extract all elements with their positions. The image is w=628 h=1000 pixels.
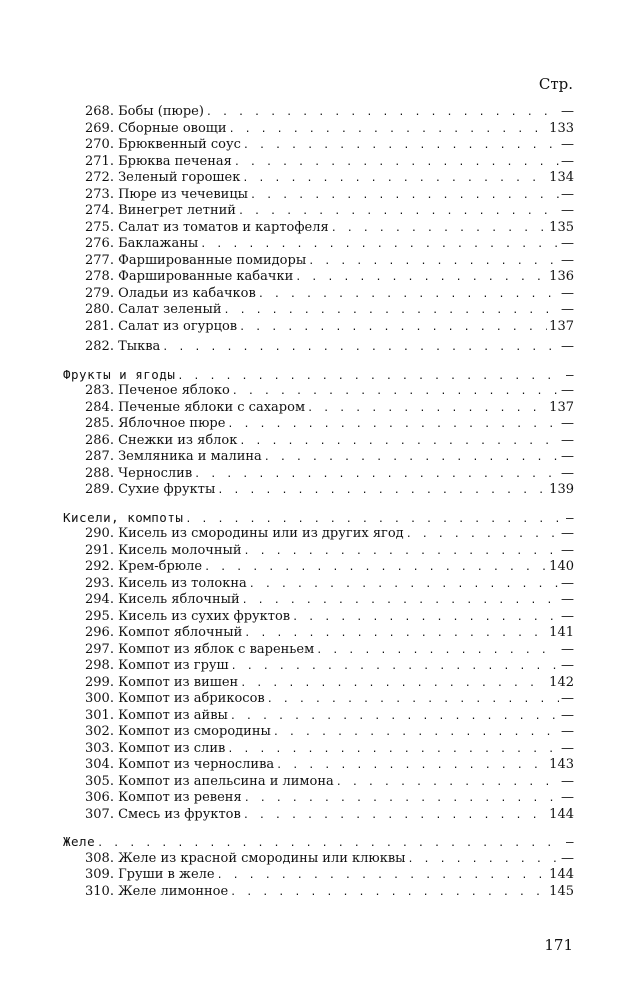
toc-entry bbox=[63, 757, 574, 774]
dot-leader bbox=[206, 105, 559, 122]
section-heading bbox=[63, 834, 574, 851]
toc-entry bbox=[63, 576, 574, 593]
dot-leader bbox=[292, 610, 559, 627]
entry-title: 297. Компот из яблок с вареньем bbox=[85, 641, 315, 657]
entry-title: 284. Печеные яблоки с сахаром bbox=[85, 399, 306, 415]
dot-leader bbox=[232, 384, 559, 401]
dot-leader bbox=[249, 577, 559, 594]
entry-title: 286. Снежки из яблок bbox=[85, 432, 238, 448]
dot-leader bbox=[258, 287, 559, 304]
entry-title: 285. Яблочное пюре bbox=[85, 416, 226, 431]
entry-page: — bbox=[561, 724, 574, 739]
entry-page: — bbox=[561, 592, 574, 607]
toc-entry bbox=[63, 104, 574, 121]
toc-entry bbox=[63, 543, 574, 560]
entry-page: — bbox=[561, 153, 574, 169]
entry-title: 305. Компот из апельсина и лимона bbox=[85, 773, 334, 789]
entry-page: — bbox=[561, 658, 574, 673]
toc-entry bbox=[63, 741, 574, 758]
dot-leader bbox=[217, 868, 548, 885]
entry-title: 290. Кисель из смородины или из других ягод bbox=[85, 526, 404, 541]
entry-title: 275. Салат из томатов и картофеля bbox=[85, 219, 329, 235]
entry-page: 136 bbox=[549, 269, 574, 284]
entry-page: — bbox=[561, 641, 574, 657]
section-heading bbox=[63, 510, 574, 527]
toc-entry bbox=[63, 466, 574, 483]
toc-entry bbox=[63, 433, 574, 450]
entry-title: 282. Тыква bbox=[85, 339, 161, 354]
entry-title: 303. Компот из слив bbox=[85, 740, 226, 756]
dot-leader bbox=[242, 171, 547, 188]
dot-leader bbox=[316, 643, 559, 660]
entry-title: 304. Компот из чернослива bbox=[85, 757, 275, 772]
toc-entry bbox=[63, 482, 574, 499]
entry-page: 134 bbox=[549, 170, 574, 185]
dot-leader bbox=[240, 676, 547, 693]
entry-title: 308. Желе из красной смородины или клюквы bbox=[85, 850, 406, 866]
toc-entry bbox=[63, 625, 574, 642]
entry-title: 278. Фаршированные кабачки bbox=[85, 269, 294, 284]
entry-page: 137 bbox=[549, 318, 574, 334]
entry-title: 271. Брюква печеная bbox=[85, 153, 232, 169]
dot-leader bbox=[307, 401, 547, 418]
toc-entry bbox=[63, 642, 574, 659]
entry-title: 287. Земляника и малина bbox=[85, 449, 262, 464]
entry-page: — bbox=[561, 416, 574, 431]
dot-leader bbox=[295, 270, 547, 287]
dot-leader bbox=[230, 885, 547, 902]
entry-page: 140 bbox=[549, 559, 574, 574]
toc-entry bbox=[63, 708, 574, 725]
entry-title: 309. Груши в желе bbox=[85, 867, 215, 882]
toc-entry bbox=[63, 526, 574, 543]
dot-leader bbox=[231, 659, 559, 676]
entry-page: — bbox=[561, 542, 574, 558]
toc-entry bbox=[63, 774, 574, 791]
entry-page: — bbox=[561, 252, 574, 268]
entry-page: — bbox=[561, 449, 574, 464]
entry-page: — bbox=[561, 186, 574, 202]
section-gap bbox=[63, 823, 574, 834]
dot-leader bbox=[273, 725, 559, 742]
entry-title: Желе bbox=[63, 834, 96, 849]
entry-title: Фрукты и ягоды bbox=[63, 366, 176, 382]
entry-page: — bbox=[565, 834, 574, 849]
entry-page: 135 bbox=[549, 219, 574, 235]
entry-page: 144 bbox=[549, 806, 574, 822]
entry-title: 276. Баклажаны bbox=[85, 236, 199, 251]
toc-entry bbox=[63, 253, 574, 270]
dot-leader bbox=[336, 775, 559, 792]
toc-entry bbox=[63, 220, 574, 237]
toc-entry bbox=[63, 319, 574, 336]
entry-title: 289. Сухие фрукты bbox=[85, 482, 216, 497]
toc-entry bbox=[63, 867, 574, 884]
entry-title: 280. Салат зеленый bbox=[85, 302, 222, 317]
toc-entry bbox=[63, 203, 574, 220]
entry-page: — bbox=[561, 707, 574, 723]
toc-entry bbox=[63, 691, 574, 708]
entry-title: 281. Салат из огурцов bbox=[85, 318, 238, 334]
entry-title: 306. Компот из ревеня bbox=[85, 790, 242, 805]
entry-title: 302. Компот из смородины bbox=[85, 724, 271, 739]
dot-leader bbox=[408, 852, 559, 869]
entry-page: — bbox=[561, 236, 574, 251]
toc-entry bbox=[63, 658, 574, 675]
entry-title: 295. Кисель из сухих фруктов bbox=[85, 608, 291, 624]
dot-leader bbox=[250, 188, 559, 205]
page-column-header: Стр. bbox=[538, 75, 573, 93]
entry-page: — bbox=[561, 526, 574, 541]
section-gap bbox=[63, 499, 574, 510]
dot-leader bbox=[406, 527, 559, 544]
entry-title: 298. Компот из груш bbox=[85, 658, 229, 673]
entry-title: 288. Чернослив bbox=[85, 465, 193, 481]
entry-title: 283. Печеное яблоко bbox=[85, 383, 230, 398]
toc-entry bbox=[63, 416, 574, 433]
entry-page: — bbox=[561, 339, 574, 354]
entry-title: 274. Винегрет летний bbox=[85, 203, 236, 218]
toc-entry bbox=[63, 137, 574, 154]
dot-leader bbox=[308, 254, 559, 271]
entry-page: 143 bbox=[549, 757, 574, 772]
toc-entry bbox=[63, 269, 574, 286]
dot-leader bbox=[331, 221, 547, 238]
entry-page: — bbox=[561, 432, 574, 448]
dot-leader bbox=[244, 791, 559, 808]
dot-leader bbox=[200, 237, 559, 254]
entry-page: — bbox=[561, 465, 574, 481]
entry-title: 310. Желе лимонное bbox=[85, 883, 229, 899]
dot-leader bbox=[243, 138, 559, 155]
entry-title: 294. Кисель яблочный bbox=[85, 592, 240, 607]
entry-title: 300. Компот из абрикосов bbox=[85, 691, 265, 706]
entry-title: 268. Бобы (пюре) bbox=[85, 104, 204, 119]
toc-entry bbox=[63, 187, 574, 204]
dot-leader bbox=[267, 692, 559, 709]
dot-leader bbox=[194, 467, 559, 484]
toc-entry bbox=[63, 675, 574, 692]
entry-page: — bbox=[561, 285, 574, 301]
entry-page: 145 bbox=[549, 883, 574, 899]
dot-leader bbox=[276, 758, 547, 775]
toc-entry bbox=[63, 400, 574, 417]
entry-title: 279. Оладьи из кабачков bbox=[85, 285, 256, 301]
dot-leader bbox=[229, 122, 548, 139]
dot-leader bbox=[162, 340, 559, 357]
entry-page: 144 bbox=[549, 867, 574, 882]
section-gap bbox=[63, 356, 574, 367]
dot-leader bbox=[238, 204, 559, 221]
toc-entry bbox=[63, 339, 574, 356]
dot-leader bbox=[244, 544, 559, 561]
toc-entry bbox=[63, 236, 574, 253]
toc-entry bbox=[63, 559, 574, 576]
entry-title: 307. Смесь из фруктов bbox=[85, 806, 241, 822]
entry-title: 293. Кисель из толокна bbox=[85, 575, 247, 591]
entry-page: — bbox=[561, 203, 574, 218]
entry-page: — bbox=[561, 383, 574, 398]
entry-title: 270. Брюквенный соус bbox=[85, 137, 241, 152]
toc-entry bbox=[63, 383, 574, 400]
dot-leader bbox=[239, 434, 559, 451]
toc-entry bbox=[63, 807, 574, 824]
toc-entry bbox=[63, 121, 574, 138]
entry-page: — bbox=[561, 740, 574, 756]
page-number: 171 bbox=[544, 936, 573, 954]
toc-entry bbox=[63, 592, 574, 609]
entry-page: 133 bbox=[549, 120, 574, 136]
dot-leader bbox=[242, 593, 559, 610]
entry-page: 139 bbox=[549, 482, 574, 497]
toc-entry bbox=[63, 449, 574, 466]
entry-title: 299. Компот из вишен bbox=[85, 674, 239, 690]
entry-page: — bbox=[561, 137, 574, 152]
toc-entry bbox=[63, 154, 574, 171]
toc-entry bbox=[63, 609, 574, 626]
table-of-contents bbox=[63, 104, 574, 900]
dot-leader bbox=[227, 417, 559, 434]
entry-page: — bbox=[561, 691, 574, 706]
dot-leader bbox=[217, 483, 547, 500]
toc-entry bbox=[63, 286, 574, 303]
entry-title: 291. Кисель молочный bbox=[85, 542, 242, 558]
entry-page: — bbox=[561, 790, 574, 805]
dot-leader bbox=[264, 450, 559, 467]
toc-entry bbox=[63, 302, 574, 319]
toc-entry bbox=[63, 170, 574, 187]
entry-title: 272. Зеленый горошек bbox=[85, 170, 241, 185]
toc-entry bbox=[63, 851, 574, 868]
entry-page: — bbox=[565, 509, 574, 525]
entry-page: 137 bbox=[549, 399, 574, 415]
entry-title: Кисели, компоты bbox=[63, 509, 184, 525]
entry-title: 292. Крем-брюле bbox=[85, 559, 203, 574]
entry-page: — bbox=[561, 850, 574, 866]
entry-page: 141 bbox=[549, 625, 574, 640]
dot-leader bbox=[177, 369, 564, 386]
dot-leader bbox=[239, 320, 547, 337]
entry-page: — bbox=[561, 773, 574, 789]
section-heading bbox=[63, 367, 574, 384]
entry-page: — bbox=[561, 104, 574, 119]
toc-entry bbox=[63, 790, 574, 807]
entry-page: 142 bbox=[549, 674, 574, 690]
dot-leader bbox=[227, 742, 559, 759]
dot-leader bbox=[234, 155, 559, 172]
entry-title: 277. Фаршированные помидоры bbox=[85, 252, 307, 268]
dot-leader bbox=[244, 626, 547, 643]
entry-page: — bbox=[565, 366, 574, 382]
dot-leader bbox=[204, 560, 547, 577]
entry-title: 269. Сборные овощи bbox=[85, 120, 227, 136]
entry-page: — bbox=[561, 575, 574, 591]
entry-page: — bbox=[561, 302, 574, 317]
entry-title: 296. Компот яблочный bbox=[85, 625, 243, 640]
dot-leader bbox=[230, 709, 559, 726]
toc-entry bbox=[63, 884, 574, 901]
entry-title: 301. Компот из айвы bbox=[85, 707, 228, 723]
entry-page: — bbox=[561, 608, 574, 624]
dot-leader bbox=[224, 303, 559, 320]
toc-entry bbox=[63, 724, 574, 741]
dot-leader bbox=[243, 808, 547, 825]
entry-title: 273. Пюре из чечевицы bbox=[85, 186, 249, 202]
